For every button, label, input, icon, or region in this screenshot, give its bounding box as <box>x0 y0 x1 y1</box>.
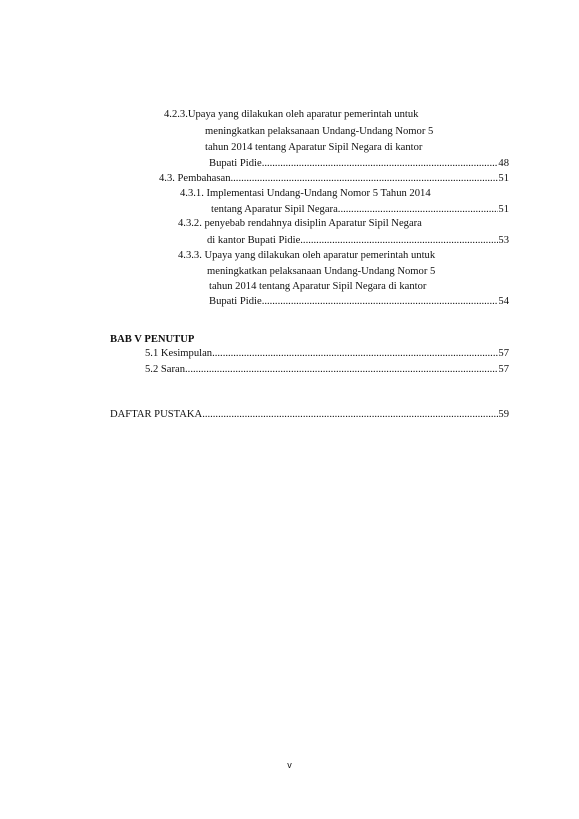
toc-page-number: 53 <box>498 235 509 246</box>
dot-leader <box>231 173 499 185</box>
toc-entry-4-2-3-line4 <box>209 158 509 170</box>
toc-page-number: 57 <box>498 364 509 375</box>
dot-leader <box>262 158 499 170</box>
dot-leader <box>202 409 498 421</box>
toc-entry-label: Bupati Pidie <box>209 158 262 169</box>
dot-leader <box>212 348 498 360</box>
toc-page-number: 51 <box>498 173 509 184</box>
toc-page-number: 51 <box>498 204 509 215</box>
toc-entry-label: di kantor Bupati Pidie <box>207 235 301 246</box>
toc-entry-5-1 <box>145 348 509 360</box>
toc-entry-4-3-1-line1: 4.3.1. Implementasi Undang-Undang Nomor 5 Tahun 2014 <box>180 188 431 199</box>
toc-entry-4-3-3-line1: 4.3.3. Upaya yang dilakukan oleh aparatur pemerintah untuk <box>178 250 436 261</box>
toc-entry-label: 5.2 Saran <box>145 364 186 375</box>
toc-entry-label: 4.3. Pembahasan <box>159 173 231 184</box>
toc-entry-daftar-pustaka <box>110 409 509 421</box>
toc-entry-4-3-2-line1: 4.3.2. penyebab rendahnya disiplin Aparatur Sipil Negara <box>178 218 422 229</box>
toc-entry-4-3-3-line3: tahun 2014 tentang Aparatur Sipil Negara di kantor <box>209 281 427 292</box>
toc-entry-4-2-3-line1: 4.2.3.Upaya yang dilakukan oleh aparatur pemerintah untuk <box>164 109 419 120</box>
toc-page-number: 54 <box>498 296 509 307</box>
toc-entry-4-3-3-line2: meningkatkan pelaksanaan Undang-Undang Nomor 5 <box>207 266 436 277</box>
toc-entry-4-3-3-line4 <box>209 296 509 308</box>
toc-entry-4-3 <box>159 173 509 185</box>
dot-leader <box>300 235 498 247</box>
toc-entry-4-2-3-line2: meningkatkan pelaksanaan Undang-Undang Nomor 5 <box>205 126 434 137</box>
page-number: v <box>287 760 292 770</box>
dot-leader <box>185 364 498 376</box>
toc-page-number: 59 <box>498 409 509 420</box>
toc-entry-label: 5.1 Kesimpulan <box>145 348 213 359</box>
dot-leader <box>262 296 499 308</box>
dot-leader <box>338 204 499 216</box>
toc-entry-label: DAFTAR PUSTAKA <box>110 409 203 420</box>
toc-page-number: 57 <box>498 348 509 359</box>
toc-entry-5-2 <box>145 364 509 376</box>
toc-entry-4-3-2-line2 <box>207 235 509 247</box>
toc-entry-4-2-3-line3: tahun 2014 tentang Aparatur Sipil Negara di kantor <box>205 142 423 153</box>
toc-chapter-heading: BAB V PENUTUP <box>110 334 195 345</box>
toc-entry-label: tentang Aparatur Sipil Negara <box>211 204 338 215</box>
toc-entry-label: Bupati Pidie <box>209 296 262 307</box>
toc-page-number: 48 <box>498 158 509 169</box>
toc-entry-4-3-1-line2 <box>211 204 509 216</box>
